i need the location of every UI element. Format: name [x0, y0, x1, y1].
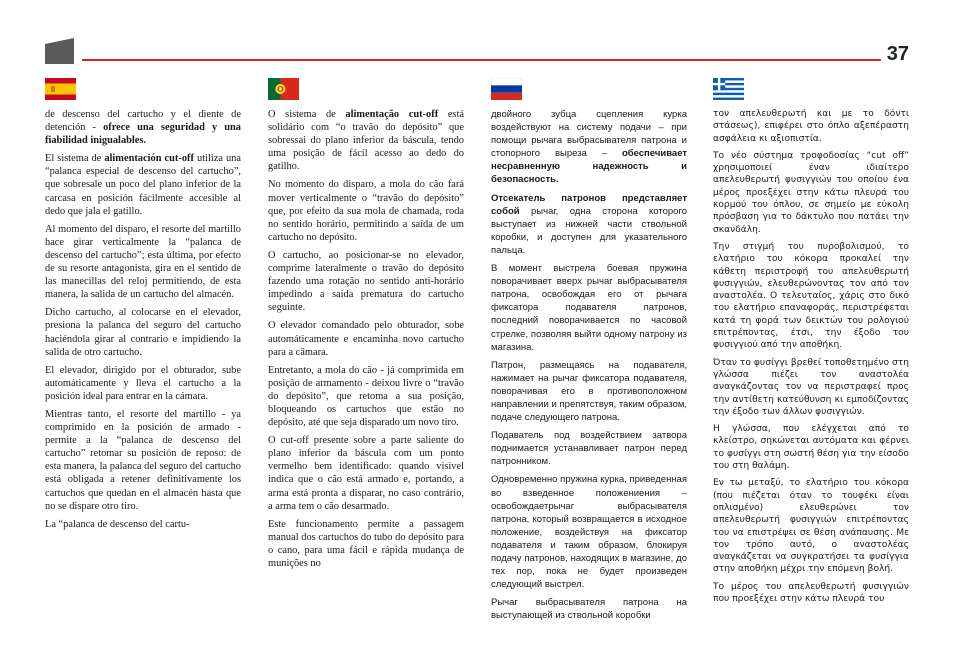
paragraph — [713, 477, 909, 575]
spain-flag-icon — [45, 78, 76, 100]
text-run: В момент выстрела боевая пружина поворачивает вверх рычаг выбрасывателя патрона, освобождая его от рычага фиксатора подавателя патронов, последний поворачивается по часовой стрелке, позволяя выйти одному патрону из магазина. — [491, 263, 687, 353]
column-greek — [713, 78, 909, 610]
paragraph — [45, 408, 241, 513]
text-run: Одновременно пружина курка, приведенная во взведенное положениения – освобождаетрычаг выбрасывателя патрона, который возвращается в исходное положение, воздействуя на фиксатор подавателя и таким образом, блокируя подачу патронов, находящих в магазине, до тех пор, пока не будет произведен следующий выстрел. — [491, 474, 687, 591]
russian-text — [491, 108, 687, 622]
bold-text-run: обеспечивает несравненную надежность и безопасность. — [491, 148, 687, 186]
paragraph — [491, 596, 687, 622]
text-run: Το νέο σύστημα τροφοδοσίας “cut off” χρησιμοποιεί έναν ιδιαίτερο απελευθερωτή φυσιγγιών του οποίου ένα μέρος προεξέχει στην κάτω πλευρά του κορμού του όπλου, σε σημείο με εύκολη πρόσβαση για το δάκτυλο που πατάει την σκανδάλη. — [713, 150, 909, 235]
greek-text — [713, 108, 909, 605]
text-run: Este funcionamento permite a passagem manual dos cartuchos do tubo do depósito para o cano, para uma fácil e rápida mudança de munições no — [268, 518, 464, 569]
text-run: Dicho cartucho, al colocarse en el elevador, presiona la palanca del seguro del cartucho haciéndola girar al contrario e impidiendo la salida de otro cartucho. — [45, 307, 241, 358]
paragraph — [268, 434, 464, 513]
paragraph — [268, 249, 464, 314]
paragraph — [45, 152, 241, 217]
text-run: Подаватель под воздействием затвора поднимается устанавливает патрон перед патронником. — [491, 430, 687, 468]
portuguese-text — [268, 108, 464, 570]
paragraph — [491, 108, 687, 187]
paragraph — [45, 306, 241, 358]
paragraph — [713, 423, 909, 472]
paragraph — [491, 359, 687, 424]
text-run: Όταν το φυσίγγι βρεθεί τοποθετημένο στη γλώσσα πιέζει τον αναστολέα αναγκάζοντας τον να περιστραφεί προς την αντίθετη κατεύθυνση κι εμποδίζοντας την έξοδο των άλλων φυσιγγιών. — [713, 357, 909, 417]
column-russian — [491, 78, 687, 627]
brand-logo — [45, 38, 74, 64]
text-run: Την στιγμή του πυροβολισμού, το ελατήριο του κόκορα προκαλεί την κάθετη περιστροφή του απελευθερωτή φυσιγγιών, ελευθερώνοντας τον από τον αναστολέα. Ο τελευταίος, χάρις στο δικό του ελατήριο επαναφοράς, περιστρέφεται κατά τη φορά των δεικτών του ρολογιού επιτρέποντας, έτσι, την έξοδο του φυσιγγιού από την αποθήκη. — [713, 241, 909, 351]
paragraph — [268, 364, 464, 429]
bold-text-run: alimentação cut-off — [345, 109, 439, 120]
paragraph — [713, 241, 909, 352]
text-run: La “palanca de descenso del cartu- — [45, 518, 190, 530]
text-run: de descenso del cartucho y el diente de detención - — [45, 109, 241, 134]
paragraph — [268, 178, 464, 243]
text-run: рычаг, одна сторона которого выступает из нижней части ствольной коробки, и доступен для указательного пальца. — [491, 205, 687, 256]
text-run: Al momento del disparo, el resorte del martillo hace girar verticalmente la “palanca de descenso del cartucho”; esta última, por efecto de su resorte antagonista, gira en el sentido de las manecillas del reloj permitiendo, de esta manera, la salida de un cartucho del almacén. — [45, 223, 241, 301]
text-run: El sistema de — [45, 153, 105, 165]
paragraph — [45, 518, 241, 531]
column-portuguese — [268, 78, 464, 575]
text-run: Патрон, размещаясь на подавателя, нажимает на рычаг фиксатора подавателя, поворачивая его в противоположном направлении и препятствуя, таким образом, подаче следующего патрона. — [491, 359, 687, 424]
text-run: O cut-off presente sobre a parte saliente do plano inferior da báscula com um ponto vermelho bem identificado: quando visível indica que o cão está armado e, portando, a arma está pronta a disparar, no caso contrário, a arma tem o cão desarmado. — [268, 435, 464, 512]
paragraph — [713, 108, 909, 145]
russia-flag-icon — [491, 78, 522, 100]
portugal-flag-icon — [268, 78, 299, 100]
text-run: El elevador, dirigido por el obturador, sube automáticamente y lleva el cartucho a la posición ideal para entrar en la cámara. — [45, 364, 241, 402]
paragraph — [491, 473, 687, 591]
paragraph — [713, 150, 909, 236]
text-run: двойного зубца сцепления курка воздействуют на систему подачи – при помощи рычага выбрасывателя патрона и стопорного выреза – — [491, 109, 687, 160]
text-run: O elevador comandado pelo obturador, sobe automáticamente e encaminha novo cartucho para a câmara. — [268, 320, 464, 358]
paragraph — [45, 108, 241, 147]
text-run: No momento do disparo, a mola do cão fará mover verticalmente o “travão do depósito” que, por efeito da sua mola de chamada, roda no sentido horário, permitindo a saída de um cartucho no depósito. — [268, 179, 464, 243]
paragraph — [491, 262, 687, 354]
paragraph — [491, 192, 687, 257]
paragraph — [713, 357, 909, 418]
text-run: Η γλώσσα, που ελέγχεται από το κλείστρο, σηκώνεται αυτόματα και φέρνει το φυσίγγι στη σωστή θέση για την είσοδο του στη θαλάμη. — [713, 424, 909, 472]
paragraph — [268, 518, 464, 570]
bold-text-run: ofrece una seguridad y una fiabilidad inigualables. — [45, 122, 242, 147]
paragraph — [268, 319, 464, 358]
spanish-text — [45, 108, 241, 531]
text-run: está solidário com “o travão do depósito” que sobressai do plano inferior da báscula, tendo uma posição de fácil acesso ao dedo do gatilho. — [268, 109, 464, 173]
header-rule — [82, 59, 881, 61]
text-run: O cartucho, ao posicionar-se no elevador, comprime lateralmente o travão do depósito fazendo uma rotação no sentido anti-horário impedindo a saída prematura do cartucho seguinte. — [268, 249, 464, 314]
text-run: utiliza una “palanca especial de descenso del cartucho”, que sobresale un poco del plano inferior de la carcasa en posición fácilmente accesible al dedo que jala el gatillo. — [45, 153, 241, 217]
bold-text-run: alimentación cut-off — [104, 153, 194, 165]
text-run: Το μέρος του απελευθερωτή φυσιγγιών που προεξέχει στην κάτω πλευρά του — [713, 581, 909, 604]
paragraph — [268, 108, 464, 173]
greece-flag-icon — [713, 78, 744, 100]
text-run: Entretanto, a mola do cão - já comprimida em posição de armamento - deixou livre o “travão do depósito”, que retoma a sua posição, bloqueando os cartuchos que estão no depósito, até que seja disparado um novo tiro. — [268, 364, 464, 429]
page-number: 37 — [886, 43, 909, 65]
text-run: Рычаг выбрасывателя патрона на выступающей из ствольной коробки — [491, 597, 687, 622]
paragraph — [45, 364, 241, 403]
paragraph — [45, 223, 241, 302]
text-run: O sistema de — [268, 109, 346, 120]
paragraph — [491, 429, 687, 468]
text-run: Mientras tanto, el resorte del martillo - ya comprimido en la posición de armado - permite a la “palanca de descenso del cartucho” retomar su posición de reposo: de esta manera, la palanca del seguro del cartucho está obligada a retener definitivamente los cartuchos que quedan en el almacén hasta que no se dispare otro tiro. — [45, 408, 241, 512]
text-run: Εν τω μεταξύ, το ελατήριο του κόκορα (που πιέζεται όταν το τουφέκι είναι οπλισμένο) ελευθερώνει τον απελευθερωτή φυσιγγιών επιτρέποντας του να επιστρέψει σε θέση ανάπαυσης. Με τον τρόπο αυτό, ο αναστολέας αναγκάζεται να συγκρατήσει τα φυσίγγια στην αποθήκη μέχρι την επόμενη βολή. — [713, 478, 909, 575]
text-run: τον απελευθερωτή και με το δόντι στάσεως), επιφέρει στο όπλο αξεπέραστη ασφάλεια κι αξιοπιστία. — [713, 109, 909, 144]
bold-text-run: Отсекатель патронов представляет собой — [491, 192, 687, 217]
column-spanish — [45, 78, 241, 536]
paragraph — [713, 581, 909, 606]
